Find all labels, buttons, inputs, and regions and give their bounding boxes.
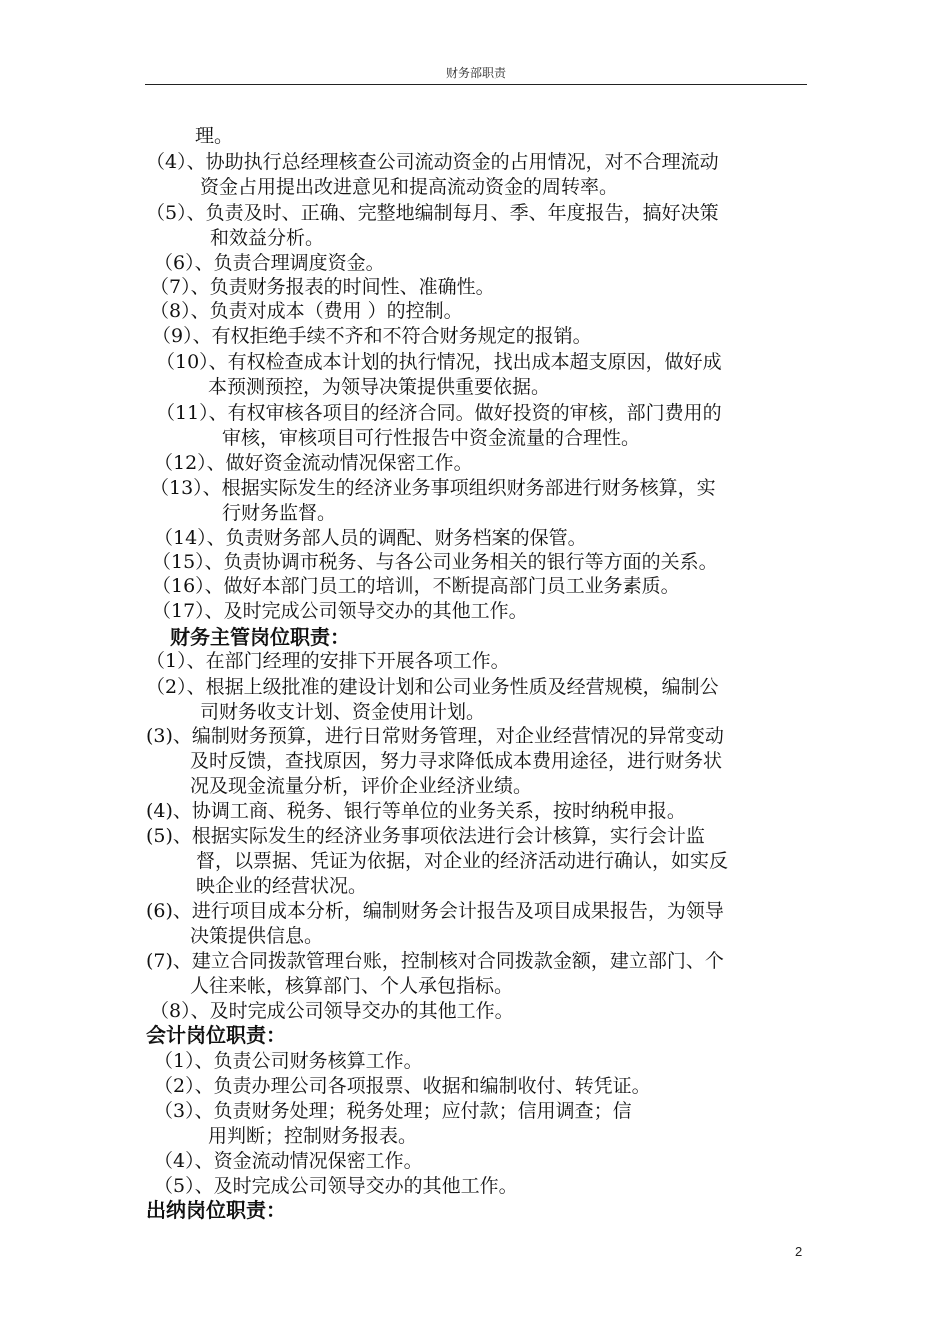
- body-text-line: （9）、有权拒绝手续不齐和不符合财务规定的报销。: [152, 325, 592, 347]
- body-text-line: 司财务收支计划、资金使用计划。: [200, 701, 486, 723]
- body-text-line: （13）、根据实际发生的经济业务事项组织财务部进行财务核算，实: [150, 477, 716, 499]
- body-text-line: （15）、负责协调市税务、与各公司业务相关的银行等方面的关系。: [152, 551, 718, 573]
- body-text-line: 审核，审核项目可行性报告中资金流量的合理性。: [222, 427, 641, 449]
- body-text-line: 及时反馈，查找原因，努力寻求降低成本费用途径，进行财务状: [190, 750, 723, 772]
- body-text-line: （1）、负责公司财务核算工作。: [154, 1050, 423, 1072]
- body-text-line: 理。: [195, 125, 234, 147]
- page-number: 2: [795, 1244, 803, 1259]
- body-text-line: 决策提供信息。: [190, 925, 324, 947]
- body-text-line: （4）、资金流动情况保密工作。: [154, 1150, 423, 1172]
- body-text-line: 督，以票据、凭证为依据，对企业的经济活动进行确认，如实反: [196, 850, 729, 872]
- body-text-line: （8）、负责对成本（费用 ）的控制。: [150, 300, 463, 322]
- body-text-line: （3）、负责财务处理；税务处理；应付款；信用调查；信: [154, 1100, 632, 1122]
- body-text-line: 况及现金流量分析，评价企业经济业绩。: [190, 775, 533, 797]
- body-text-line: （6）、负责合理调度资金。: [154, 252, 385, 274]
- section-heading: 出纳岗位职责：: [146, 1198, 286, 1222]
- body-text-line: （12）、做好资金流动情况保密工作。: [154, 452, 473, 474]
- body-text-line: 和效益分析。: [210, 227, 325, 249]
- body-text-line: （8）、及时完成公司领导交办的其他工作。: [150, 1000, 514, 1022]
- body-text-line: 本预测预控，为领导决策提供重要依据。: [208, 376, 551, 398]
- body-text-line: （16）、做好本部门员工的培训，不断提高部门员工业务素质。: [152, 575, 680, 597]
- body-text-line: （14）、负责财务部人员的调配、财务档案的保管。: [154, 527, 587, 549]
- body-text-line: 资金占用提出改进意见和提高流动资金的周转率。: [200, 176, 619, 198]
- body-text-line: （10）、有权检查成本计划的执行情况，找出成本超支原因，做好成: [156, 351, 722, 373]
- body-text-line: (3)、编制财务预算，进行日常财务管理，对企业经营情况的异常变动: [146, 725, 724, 747]
- body-text-line: （2）、负责办理公司各项报票、收据和编制收付、转凭证。: [154, 1075, 651, 1097]
- body-text-line: （1）、在部门经理的安排下开展各项工作。: [146, 650, 510, 672]
- body-text-line: (7)、建立合同拨款管理台账，控制核对合同拨款金额，建立部门、个: [146, 950, 724, 972]
- body-text-line: （5）、及时完成公司领导交办的其他工作。: [154, 1175, 518, 1197]
- body-text-line: （5）、负责及时、正确、完整地编制每月、季、年度报告，搞好决策: [146, 202, 719, 224]
- page-header: [145, 62, 807, 85]
- body-text-line: (5)、根据实际发生的经济业务事项依法进行会计核算，实行会计监: [146, 825, 705, 847]
- body-text-line: 人往来帐，核算部门、个人承包指标。: [190, 975, 514, 997]
- body-text-line: （7）、负责财务报表的时间性、准确性。: [150, 276, 495, 298]
- body-text-line: （4）、协助执行总经理核查公司流动资金的占用情况，对不合理流动: [146, 151, 719, 173]
- section-heading: 财务主管岗位职责：: [170, 625, 350, 649]
- body-text-line: 用判断；控制财务报表。: [208, 1125, 418, 1147]
- body-text-line: （2）、根据上级批准的建设计划和公司业务性质及经营规模，编制公: [146, 676, 719, 698]
- section-heading: 会计岗位职责：: [146, 1023, 286, 1047]
- header-title: 财务部职责: [445, 66, 506, 80]
- body-text-line: 行财务监督。: [222, 502, 337, 524]
- body-text-line: （11）、有权审核各项目的经济合同。做好投资的审核，部门费用的: [156, 402, 722, 424]
- body-text-line: 映企业的经营状况。: [196, 875, 368, 897]
- body-text-line: (4)、协调工商、税务、银行等单位的业务关系，按时纳税申报。: [146, 800, 686, 822]
- body-text-line: （17）、及时完成公司领导交办的其他工作。: [152, 600, 528, 622]
- body-text-line: (6)、进行项目成本分析，编制财务会计报告及项目成果报告，为领导: [146, 900, 724, 922]
